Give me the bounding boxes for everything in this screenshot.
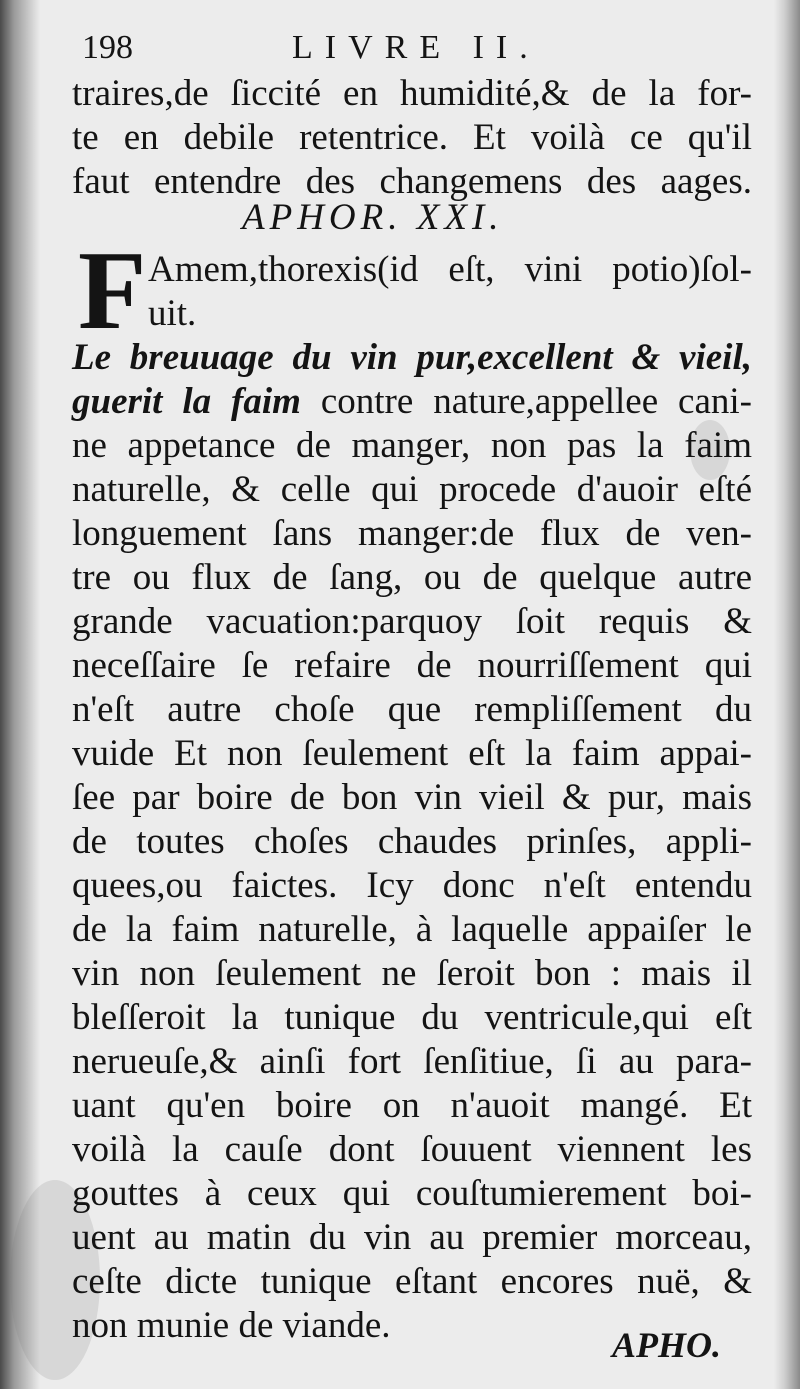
gutter-shadow — [0, 0, 40, 1389]
gloss-line: uent au matin du vin au premier morceau, — [72, 1217, 752, 1258]
folio-number: 198 — [82, 29, 133, 66]
running-head: LIVRE II. — [292, 29, 540, 66]
gloss-mixed-line — [72, 380, 752, 424]
gloss-line: non munie de viande. — [72, 1305, 391, 1346]
gloss-line: ne appetance de manger, non pas la faim — [72, 425, 752, 466]
gloss-line: n'eſt autre choſe que rempliſſement du — [72, 689, 752, 730]
gloss-line: voilà la cauſe dont ſouuent viennent les — [72, 1129, 752, 1170]
gloss-line: tre ou flux de ſang, ou de quelque autre — [72, 557, 752, 598]
gloss-text: contre nature,appellee cani- — [300, 381, 752, 422]
gloss-line: bleſſeroit la tunique du ventricule,qui eſt — [72, 997, 752, 1038]
gloss-line: nerueuſe,& ainſi fort ſenſitiue, ſi au para- — [72, 1041, 752, 1082]
gloss-line: de la faim naturelle, à laquelle appaiſer le — [72, 909, 752, 950]
text-line: faut entendre des changemens des aages. — [72, 161, 752, 202]
gloss-line: vuide Et non ſeulement eſt la faim appai- — [72, 733, 752, 774]
gloss-italic-phrase: guerit la faim — [72, 381, 301, 422]
gloss-line: gouttes à ceux qui couſtumierement boi- — [72, 1173, 752, 1214]
gloss-line: quees,ou faictes. Icy donc n'eſt entendu — [72, 865, 752, 906]
text-line: te en debile retentrice. Et voilà ce qu'il — [72, 117, 752, 158]
page-edge-shadow — [774, 0, 800, 1389]
gloss-italic-line: Le breuuage du vin pur,excellent & vieil, — [72, 337, 752, 378]
gloss-line: uant qu'en boire on n'auoit mangé. Et — [72, 1085, 752, 1126]
drop-cap: F — [78, 229, 147, 353]
gloss-line: grande vacuation:parquoy ſoit requis & — [72, 601, 752, 642]
gloss-line: neceſſaire ſe refaire de nourriſſement qui — [72, 645, 752, 686]
text-line: traires,de ſiccité en humidité,& de la for- — [72, 73, 752, 114]
latin-text-line: uit. — [148, 293, 197, 334]
latin-text-line: Amem,thorexis(id eſt, vini potio)ſol- — [148, 249, 752, 290]
catchword: APHO. — [612, 1325, 722, 1365]
gloss-line: ſee par boire de bon vin vieil & pur, mais — [72, 777, 752, 818]
gloss-line: vin non ſeulement ne ſeroit bon : mais il — [72, 953, 752, 994]
gloss-line: ceſte dicte tunique eſtant encores nuë, & — [72, 1261, 752, 1302]
aphorism-heading: APHOR. XXI. — [242, 197, 504, 238]
gloss-line: naturelle, & celle qui procede d'auoir eſté — [72, 469, 752, 510]
gloss-line: de toutes choſes chaudes prinſes, appli- — [72, 821, 752, 862]
gloss-line: longuement ſans manger:de flux de ven- — [72, 513, 752, 554]
